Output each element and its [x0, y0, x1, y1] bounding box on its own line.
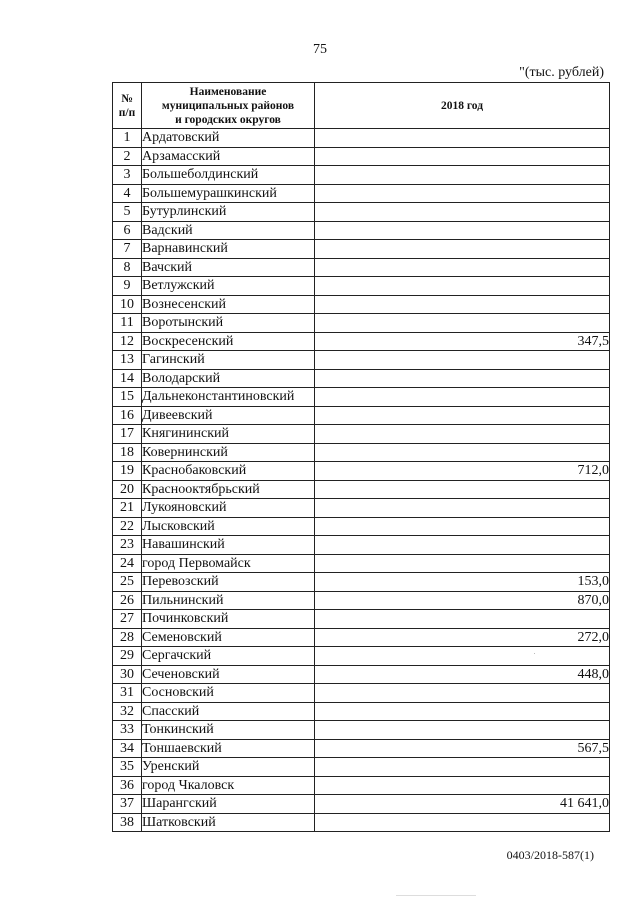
table-row — [113, 499, 610, 518]
amount-2018 — [315, 813, 610, 832]
table-row — [113, 314, 610, 333]
table-row — [113, 351, 610, 370]
table-row — [113, 258, 610, 277]
amount-2018 — [315, 240, 610, 259]
row-number: 21 — [113, 499, 142, 518]
table-row — [113, 684, 610, 703]
table-row — [113, 665, 610, 684]
table-row — [113, 166, 610, 185]
district-name: Навашинский — [142, 536, 315, 555]
table-row — [113, 203, 610, 222]
row-number: 33 — [113, 721, 142, 740]
district-name: Сосновский — [142, 684, 315, 703]
table-row — [113, 240, 610, 259]
amount-2018: 448,0 — [315, 665, 610, 684]
amount-2018 — [315, 258, 610, 277]
row-number: 16 — [113, 406, 142, 425]
district-name: Тоншаевский — [142, 739, 315, 758]
amount-2018 — [315, 758, 610, 777]
amount-2018 — [315, 351, 610, 370]
table-row — [113, 295, 610, 314]
amount-2018 — [315, 166, 610, 185]
row-number: 17 — [113, 425, 142, 444]
district-name: Краснобаковский — [142, 462, 315, 481]
row-number: 37 — [113, 795, 142, 814]
district-name: Пильнинский — [142, 591, 315, 610]
table-row — [113, 129, 610, 148]
district-name: Сеченовский — [142, 665, 315, 684]
table-row — [113, 702, 610, 721]
district-name: Тонкинский — [142, 721, 315, 740]
district-name: Арзамасский — [142, 147, 315, 166]
row-number: 9 — [113, 277, 142, 296]
amount-2018 — [315, 721, 610, 740]
amount-2018 — [315, 647, 610, 666]
row-number: 31 — [113, 684, 142, 703]
table-row — [113, 147, 610, 166]
amount-2018 — [315, 610, 610, 629]
district-name: Сергачский — [142, 647, 315, 666]
table-row — [113, 517, 610, 536]
header-year-label: 2018 год — [440, 99, 484, 112]
page-number: 75 — [313, 42, 327, 57]
row-number: 38 — [113, 813, 142, 832]
table-header-row — [113, 83, 610, 129]
row-number: 28 — [113, 628, 142, 647]
row-number: 24 — [113, 554, 142, 573]
district-name: Лукояновский — [142, 499, 315, 518]
table-row — [113, 480, 610, 499]
district-name: Большемурашкинский — [142, 184, 315, 203]
document-code: 0403/2018-587(1) — [506, 848, 594, 862]
header-year — [315, 83, 610, 129]
table-row — [113, 813, 610, 832]
row-number: 15 — [113, 388, 142, 407]
header-name — [142, 83, 315, 129]
amount-2018 — [315, 443, 610, 462]
table-row — [113, 573, 610, 592]
row-number: 8 — [113, 258, 142, 277]
district-name: Дальнеконстантиновский — [142, 388, 315, 407]
amount-2018 — [315, 295, 610, 314]
district-name: Воскресенский — [142, 332, 315, 351]
amount-2018 — [315, 129, 610, 148]
district-name: Большеболдинский — [142, 166, 315, 185]
table-row — [113, 739, 610, 758]
table-row — [113, 462, 610, 481]
amount-2018 — [315, 517, 610, 536]
header-name-label: Наименование муниципальных районов и городских округов — [161, 85, 295, 126]
amount-2018: 347,5 — [315, 332, 610, 351]
amount-2018: 712,0 — [315, 462, 610, 481]
amount-2018 — [315, 388, 610, 407]
amount-2018 — [315, 702, 610, 721]
table-row — [113, 776, 610, 795]
row-number: 26 — [113, 591, 142, 610]
amount-2018: 567,5 — [315, 739, 610, 758]
amount-2018 — [315, 203, 610, 222]
row-number: 30 — [113, 665, 142, 684]
amount-2018: 41 641,0 — [315, 795, 610, 814]
district-name: Шарангский — [142, 795, 315, 814]
district-name: город Чкаловск — [142, 776, 315, 795]
table-row — [113, 795, 610, 814]
table-row — [113, 536, 610, 555]
district-name: Перевозский — [142, 573, 315, 592]
row-number: 10 — [113, 295, 142, 314]
table-row — [113, 610, 610, 629]
row-number: 34 — [113, 739, 142, 758]
amount-2018 — [315, 314, 610, 333]
table-row — [113, 388, 610, 407]
table-row — [113, 369, 610, 388]
row-number: 3 — [113, 166, 142, 185]
district-name: город Первомайск — [142, 554, 315, 573]
scan-mark — [396, 895, 476, 896]
table-row — [113, 406, 610, 425]
amount-2018 — [315, 369, 610, 388]
district-name: Варнавинский — [142, 240, 315, 259]
amount-2018 — [315, 684, 610, 703]
amount-2018: 870,0 — [315, 591, 610, 610]
amount-2018 — [315, 536, 610, 555]
amount-2018: 272,0 — [315, 628, 610, 647]
amount-2018 — [315, 554, 610, 573]
table-row — [113, 443, 610, 462]
table-body — [113, 129, 610, 832]
row-number: 18 — [113, 443, 142, 462]
table-row — [113, 758, 610, 777]
row-number: 25 — [113, 573, 142, 592]
row-number: 5 — [113, 203, 142, 222]
row-number: 4 — [113, 184, 142, 203]
district-name: Уренский — [142, 758, 315, 777]
row-number: 29 — [113, 647, 142, 666]
units-label: "(тыс. рублей) — [519, 65, 604, 80]
row-number: 6 — [113, 221, 142, 240]
row-number: 12 — [113, 332, 142, 351]
district-name: Ардатовский — [142, 129, 315, 148]
row-number: 27 — [113, 610, 142, 629]
table-row — [113, 554, 610, 573]
district-name: Вачский — [142, 258, 315, 277]
row-number: 19 — [113, 462, 142, 481]
amount-2018 — [315, 406, 610, 425]
district-name: Вознесенский — [142, 295, 315, 314]
district-name: Вадский — [142, 221, 315, 240]
district-name: Семеновский — [142, 628, 315, 647]
table-row — [113, 277, 610, 296]
municipal-budget-table — [112, 82, 610, 832]
amount-2018 — [315, 277, 610, 296]
district-name: Ковернинский — [142, 443, 315, 462]
table-row — [113, 332, 610, 351]
amount-2018 — [315, 221, 610, 240]
table-row — [113, 221, 610, 240]
row-number: 35 — [113, 758, 142, 777]
row-number: 1 — [113, 129, 142, 148]
district-name: Краснооктябрьский — [142, 480, 315, 499]
row-number: 14 — [113, 369, 142, 388]
district-name: Воротынский — [142, 314, 315, 333]
table-row — [113, 184, 610, 203]
district-name: Бутурлинский — [142, 203, 315, 222]
row-number: 13 — [113, 351, 142, 370]
amount-2018 — [315, 184, 610, 203]
header-number — [113, 83, 142, 129]
district-name: Починковский — [142, 610, 315, 629]
district-name: Ветлужский — [142, 277, 315, 296]
table-row — [113, 721, 610, 740]
row-number: 7 — [113, 240, 142, 259]
row-number: 11 — [113, 314, 142, 333]
amount-2018 — [315, 776, 610, 795]
amount-2018 — [315, 480, 610, 499]
amount-2018 — [315, 425, 610, 444]
row-number: 32 — [113, 702, 142, 721]
table-row — [113, 425, 610, 444]
district-name: Княгининский — [142, 425, 315, 444]
row-number: 23 — [113, 536, 142, 555]
scan-mark — [534, 653, 535, 654]
district-name: Дивеевский — [142, 406, 315, 425]
amount-2018: 153,0 — [315, 573, 610, 592]
district-name: Спасский — [142, 702, 315, 721]
district-name: Шатковский — [142, 813, 315, 832]
table-row — [113, 591, 610, 610]
header-number-label: № п/п — [118, 92, 136, 119]
amount-2018 — [315, 499, 610, 518]
district-name: Лысковский — [142, 517, 315, 536]
table-row — [113, 647, 610, 666]
table-row — [113, 628, 610, 647]
row-number: 20 — [113, 480, 142, 499]
row-number: 2 — [113, 147, 142, 166]
row-number: 36 — [113, 776, 142, 795]
district-name: Гагинский — [142, 351, 315, 370]
row-number: 22 — [113, 517, 142, 536]
district-name: Володарский — [142, 369, 315, 388]
amount-2018 — [315, 147, 610, 166]
